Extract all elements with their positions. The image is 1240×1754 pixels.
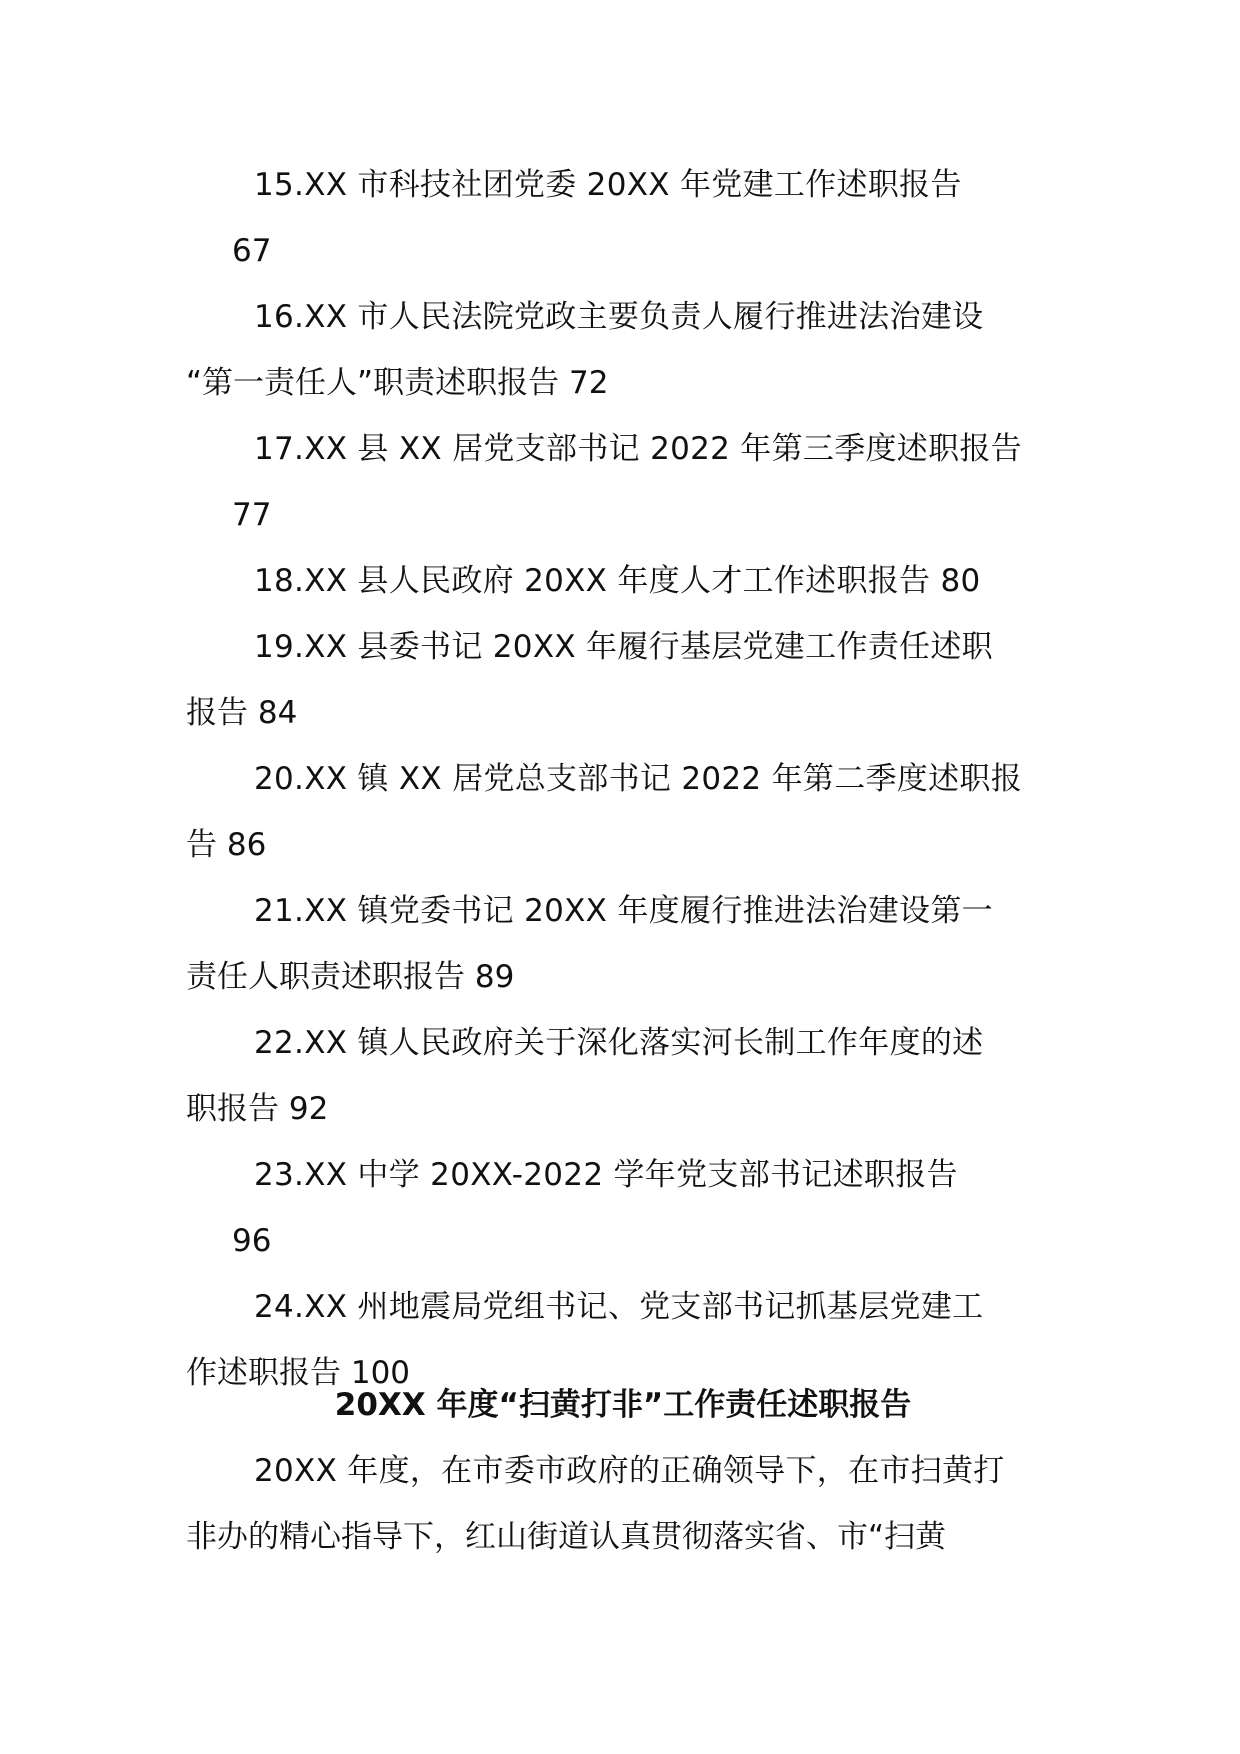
toc-entry-title: 20.XX 镇 XX 居党总支部书记 2022 年第二季度述职报 <box>254 761 1023 797</box>
toc-entry-title: 21.XX 镇党委书记 20XX 年度履行推进法治建设第一 <box>254 893 993 929</box>
toc-entry[interactable] <box>186 284 1060 416</box>
toc-entry-page: 96 <box>232 1223 272 1259</box>
toc-entry[interactable] <box>186 152 1060 284</box>
toc-entry-title: 16.XX 市人民法院党政主要负责人履行推进法治建设 <box>254 299 984 335</box>
toc-entry-title: 18.XX 县人民政府 20XX 年度人才工作述职报告 80 <box>254 563 981 599</box>
toc-entry-continuation: “第一责任人”职责述职报告 72 <box>186 365 609 401</box>
toc-entry[interactable] <box>186 1142 1060 1274</box>
toc-entry-title: 19.XX 县委书记 20XX 年履行基层党建工作责任述职 <box>254 629 993 665</box>
paragraph-line: 20XX 年度，在市委市政府的正确领导下，在市扫黄打 <box>254 1453 1005 1489</box>
toc-entry-continuation: 作述职报告 100 <box>186 1355 411 1391</box>
paragraph-line: 非办的精心指导下，红山街道认真贯彻落实省、市“扫黄 <box>186 1519 947 1555</box>
toc-entry[interactable] <box>186 1010 1060 1142</box>
toc-entry-page: 77 <box>232 497 272 533</box>
toc-entry-continuation: 报告 84 <box>186 695 298 731</box>
report-body <box>186 1438 1060 1570</box>
toc-entry-title: 15.XX 市科技社团党委 20XX 年党建工作述职报告 <box>254 167 962 203</box>
toc-entry-continuation: 职报告 92 <box>186 1091 329 1127</box>
toc-entry[interactable] <box>186 614 1060 746</box>
toc-entry[interactable] <box>186 746 1060 878</box>
toc-entry-continuation: 责任人职责述职报告 89 <box>186 959 515 995</box>
toc-entry-continuation: 告 86 <box>186 827 267 863</box>
toc-entry-title: 23.XX 中学 20XX-2022 学年党支部书记述职报告 <box>254 1157 958 1193</box>
table-of-contents <box>186 152 1060 1406</box>
toc-entry-title: 17.XX 县 XX 居党支部书记 2022 年第三季度述职报告 <box>254 431 1023 467</box>
report-title: 20XX 年度“扫黄打非”工作责任述职报告 <box>334 1387 912 1423</box>
toc-entry-page: 67 <box>232 233 272 269</box>
toc-entry[interactable] <box>186 548 1060 614</box>
toc-entry-title: 22.XX 镇人民政府关于深化落实河长制工作年度的述 <box>254 1025 984 1061</box>
toc-entry-title: 24.XX 州地震局党组书记、党支部书记抓基层党建工 <box>254 1289 984 1325</box>
toc-entry[interactable] <box>186 878 1060 1010</box>
toc-entry[interactable] <box>186 416 1060 548</box>
